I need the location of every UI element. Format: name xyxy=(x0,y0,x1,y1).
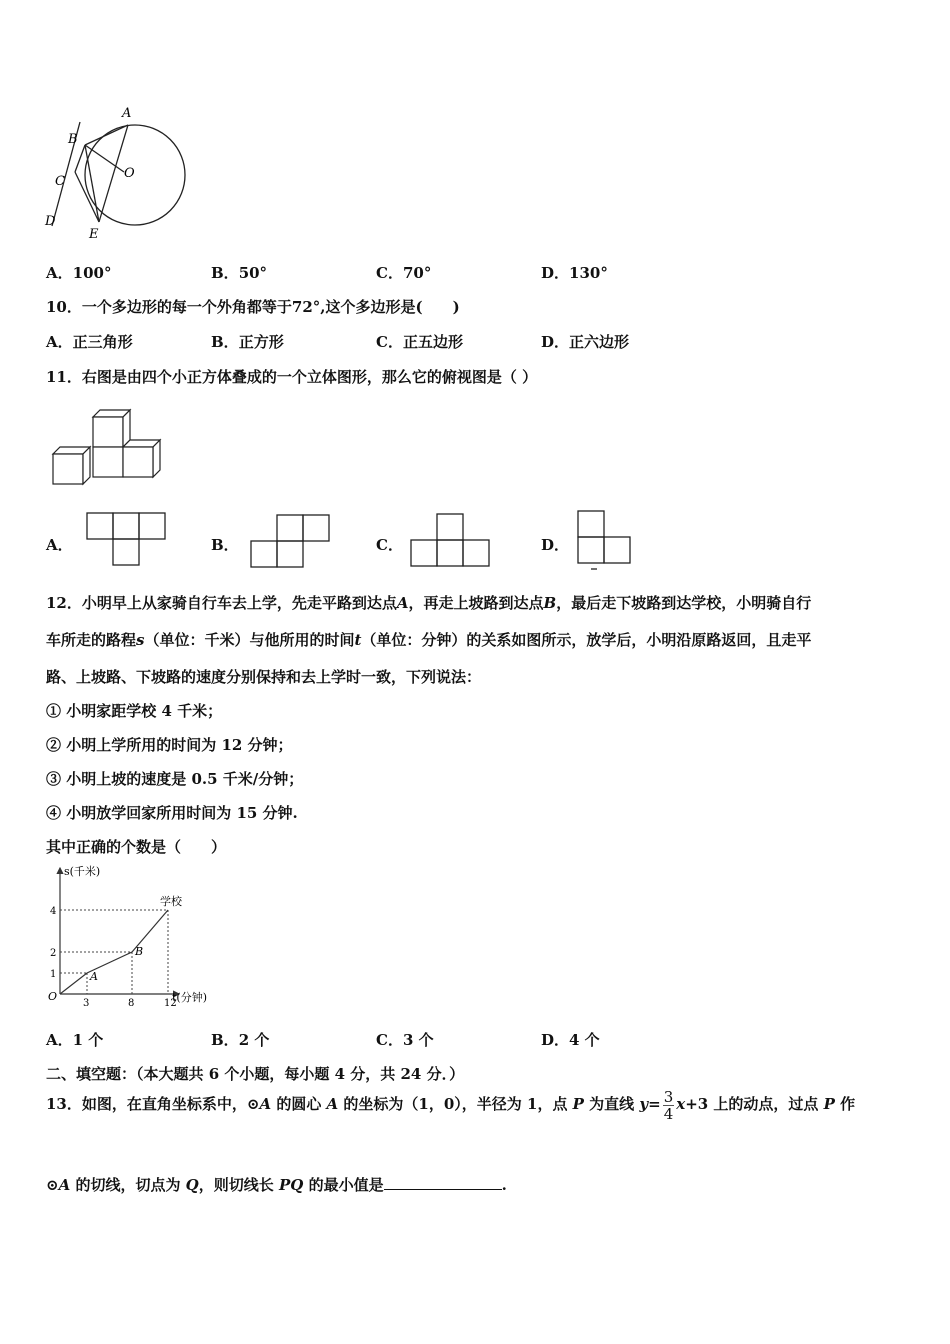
var-p: P xyxy=(572,1095,584,1113)
fraction-three-quarters xyxy=(663,1089,675,1122)
option-text: 正六边形 xyxy=(569,333,630,351)
text: 的坐标为（1，0），半径为 1，点 xyxy=(338,1095,573,1113)
text: （单位：千米）与他所用的时间 xyxy=(144,631,355,649)
text: . xyxy=(501,1176,507,1194)
option-letter: D． xyxy=(541,333,570,351)
q12-option-b[interactable] xyxy=(211,1029,269,1050)
q12-line1 xyxy=(46,592,811,613)
option-letter: B． xyxy=(211,264,239,282)
q12-statement-3: ③ 小明上坡的速度是 0.5 千米/分钟； xyxy=(46,770,304,788)
text: 为直线 xyxy=(583,1095,640,1113)
option-letter: C． xyxy=(376,264,403,282)
text: 的最小值是 xyxy=(303,1176,384,1194)
fraction-numerator: 3 xyxy=(663,1087,674,1106)
text: 的切线，切点为 xyxy=(70,1176,186,1194)
q11-option-d-letter[interactable]: D． xyxy=(541,536,570,554)
x-tick-label: 8 xyxy=(128,998,135,1009)
q9-circle-figure xyxy=(42,100,182,250)
q12-statement-4: ④ 小明放学回家所用时间为 15 分钟. xyxy=(46,804,298,822)
question-number: 11． xyxy=(46,368,82,386)
q10-option-a[interactable] xyxy=(46,331,133,352)
q9-option-c[interactable] xyxy=(376,262,431,283)
var-a: A xyxy=(259,1095,272,1113)
label-a: A xyxy=(122,106,132,121)
equation-y: y= xyxy=(639,1095,661,1113)
option-letter: B． xyxy=(211,1031,239,1049)
q11-cube-figure xyxy=(50,406,170,496)
text: 的圆心 xyxy=(271,1095,327,1113)
q10-option-c[interactable] xyxy=(376,331,463,352)
text: （单位：分钟）的关系如图所示，放学后，小明沿原路返回，且走平 xyxy=(361,631,812,649)
q12-option-d[interactable] xyxy=(541,1029,600,1050)
q12-question: 其中正确的个数是（ ） xyxy=(46,838,227,856)
var-t: t xyxy=(354,631,362,649)
question-text: 一个多边形的每一个外角都等于72°,这个多边形是( ) xyxy=(81,298,460,316)
q13-line2 xyxy=(46,1174,507,1195)
text: ，最后走下坡路到达学校，小明骑自行 xyxy=(556,594,812,612)
q12-statement-2: ② 小明上学所用的时间为 12 分钟； xyxy=(46,736,293,754)
q10-option-d[interactable] xyxy=(541,331,629,352)
var-a: A xyxy=(58,1176,71,1194)
q11-option-a-letter[interactable]: A． xyxy=(46,536,73,554)
q10-stem xyxy=(46,296,460,317)
y-tick-label: 1 xyxy=(50,969,57,980)
q12-statement-1: ① 小明家距学校 4 千米； xyxy=(46,702,223,720)
question-number: 10． xyxy=(46,298,82,316)
option-text: 4 个 xyxy=(569,1031,600,1049)
x-axis-label: t(分钟) xyxy=(172,991,208,1004)
option-letter: A． xyxy=(46,264,73,282)
q9-option-a[interactable] xyxy=(46,262,111,283)
point-label: 学校 xyxy=(160,895,182,908)
option-letter: A． xyxy=(46,333,73,351)
q12-line2 xyxy=(46,629,811,650)
option-text: 1 个 xyxy=(72,1031,104,1049)
q11-option-d-figure[interactable] xyxy=(577,510,637,572)
option-letter: C． xyxy=(376,333,403,351)
equation-x: x xyxy=(676,1095,686,1113)
q12-distance-time-chart xyxy=(44,862,224,1012)
y-tick-label: 4 xyxy=(50,906,57,917)
option-letter: D． xyxy=(541,264,570,282)
text: 如图，在直角坐标系中，⊙ xyxy=(81,1095,260,1113)
text: 小明早上从家骑自行车去上学，先走平路到达点 xyxy=(81,594,397,612)
q12-line3 xyxy=(46,666,481,687)
question-text: 右图是由四个小正方体叠成的一个立体图形，那么它的俯视图是（ ） xyxy=(81,368,538,386)
option-text: 正方形 xyxy=(238,333,284,351)
label-o: O xyxy=(124,166,135,181)
x-tick-label: 3 xyxy=(83,998,90,1009)
text: ⊙ xyxy=(46,1176,59,1194)
q12-option-a[interactable] xyxy=(46,1029,103,1050)
var-a: A xyxy=(396,594,409,612)
x-tick-label: 12 xyxy=(164,998,177,1009)
option-text: 3 个 xyxy=(402,1031,434,1049)
option-text: 130° xyxy=(569,264,608,282)
var-b: B xyxy=(543,594,557,612)
answer-blank[interactable] xyxy=(384,1175,502,1190)
var-pq: PQ xyxy=(278,1176,304,1194)
option-text: 2 个 xyxy=(238,1031,270,1049)
q11-option-b-figure[interactable] xyxy=(250,514,334,570)
label-c: C xyxy=(55,174,65,189)
option-letter: B． xyxy=(211,333,239,351)
chord-be xyxy=(85,145,99,222)
chord-ce xyxy=(75,172,99,222)
q11-option-b-letter[interactable]: B． xyxy=(211,536,239,554)
var-a: A xyxy=(326,1095,339,1113)
section-2-title: 二、填空题：（本大题共 6 个小题，每小题 4 分，共 24 分．） xyxy=(46,1065,465,1083)
q11-option-c-letter[interactable]: C． xyxy=(376,536,403,554)
point-label: B xyxy=(135,945,144,958)
text: ，则切线长 xyxy=(198,1176,279,1194)
q11-option-c-figure[interactable] xyxy=(410,513,494,569)
text: +3 上的动点，过点 xyxy=(685,1095,824,1113)
text: 车所走的路程 xyxy=(46,631,137,649)
q11-option-a-figure[interactable] xyxy=(86,512,170,568)
chord-ba xyxy=(85,125,128,145)
label-e: E xyxy=(89,227,99,242)
var-p: P xyxy=(823,1095,835,1113)
chord-bc xyxy=(75,145,85,172)
q13-line1 xyxy=(46,1086,855,1122)
text: 作 xyxy=(834,1095,856,1113)
option-text: 70° xyxy=(402,264,432,282)
origin-label: O xyxy=(48,990,58,1003)
question-number: 13． xyxy=(46,1095,82,1113)
y-axis-label: s(千米) xyxy=(64,865,101,878)
var-s: s xyxy=(136,631,145,649)
option-letter: A． xyxy=(46,1031,73,1049)
text: 路、上坡路、下坡路的速度分别保持和去上学时一致，下列说法： xyxy=(46,668,482,686)
label-d: D xyxy=(45,214,56,229)
option-text: 正三角形 xyxy=(72,333,133,351)
y-tick-label: 2 xyxy=(50,948,57,959)
point-label: A xyxy=(90,970,98,983)
text: ，再走上坡路到达点 xyxy=(408,594,544,612)
label-b: B xyxy=(68,132,78,147)
option-letter: D． xyxy=(541,1031,570,1049)
question-number: 12． xyxy=(46,594,82,612)
q9-option-d[interactable] xyxy=(541,262,608,283)
q9-option-b[interactable] xyxy=(211,262,267,283)
option-text: 正五边形 xyxy=(402,333,463,351)
option-text: 100° xyxy=(72,264,112,282)
option-text: 50° xyxy=(238,264,268,282)
var-q: Q xyxy=(185,1176,199,1194)
q12-option-c[interactable] xyxy=(376,1029,434,1050)
q10-option-b[interactable] xyxy=(211,331,284,352)
option-letter: C． xyxy=(376,1031,403,1049)
fraction-denominator: 4 xyxy=(663,1104,674,1123)
circle-o xyxy=(85,125,185,225)
q11-stem xyxy=(46,366,537,387)
